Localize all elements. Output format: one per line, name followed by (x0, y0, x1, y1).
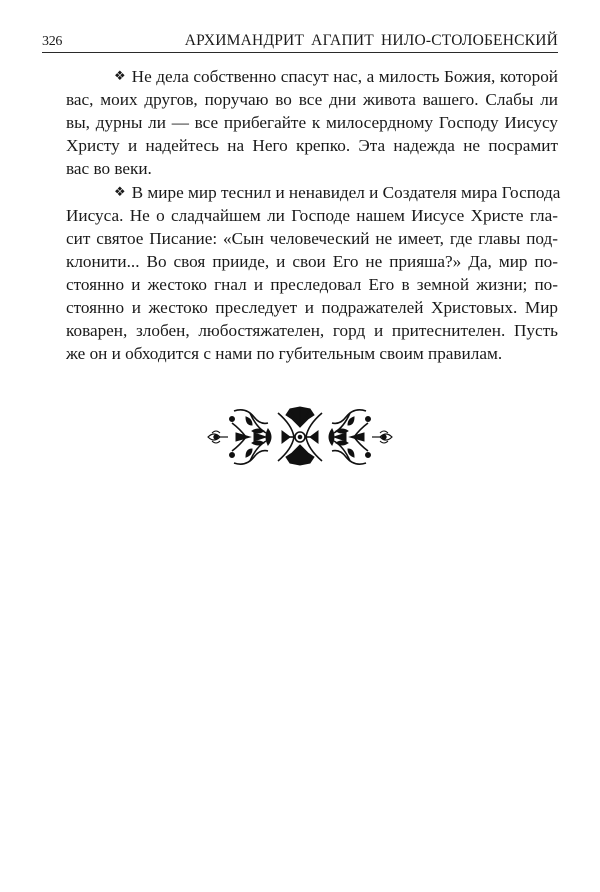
page-number: 326 (42, 34, 63, 49)
running-header (42, 30, 558, 53)
paragraph-1 (42, 64, 558, 180)
running-title: АРХИМАНДРИТ АГАПИТ НИЛО-СТОЛОБЕНСКИЙ (184, 32, 558, 49)
diamond-bullet-icon: ❖ (114, 68, 126, 83)
text-line: вас во веки. (66, 159, 152, 178)
text-line (42, 180, 561, 204)
text-line: стоянно и жестоко преследует и подражателей Христовых. Мир (66, 298, 558, 317)
text-line: коварен, злобен, любостяжателен, горд и притеснителен. Пусть (66, 321, 558, 340)
line-text: Не дела собственно спасут нас, а милость Божия, которой (131, 67, 558, 86)
text-line: вас, моих другов, поручаю во все дни живота вашего. Слабы ли (66, 90, 558, 109)
floral-ornament-icon (206, 403, 394, 469)
text-line (42, 64, 558, 88)
paragraph-2 (42, 180, 561, 365)
body-text (42, 64, 561, 365)
text-line: же он и обходится с нами по губительным своим правилам. (66, 344, 503, 363)
text-line: сит святое Писание: «Сын человеческий не имеет, где главы под- (66, 229, 558, 248)
text-line: Иисуса. Не о сладчайшем ли Господе нашем Иисусе Христе гла- (66, 206, 558, 225)
text-line: клонити... Во своя прииде, и свои Его не прияша?» Да, мир по- (66, 252, 558, 271)
text-line: Христу и надейтесь на Него крепко. Эта надежда не посрамит (66, 136, 558, 155)
diamond-bullet-icon: ❖ (114, 184, 126, 199)
text-line: стоянно и жестоко гнал и преследовал Его в земной жизни; по- (66, 275, 558, 294)
text-line: вы, дурны ли — все прибегайте к милосердному Господу Иисусу (66, 113, 558, 132)
line-text: В мире мир теснил и ненавидел и Создателя мира Господа (131, 183, 561, 202)
